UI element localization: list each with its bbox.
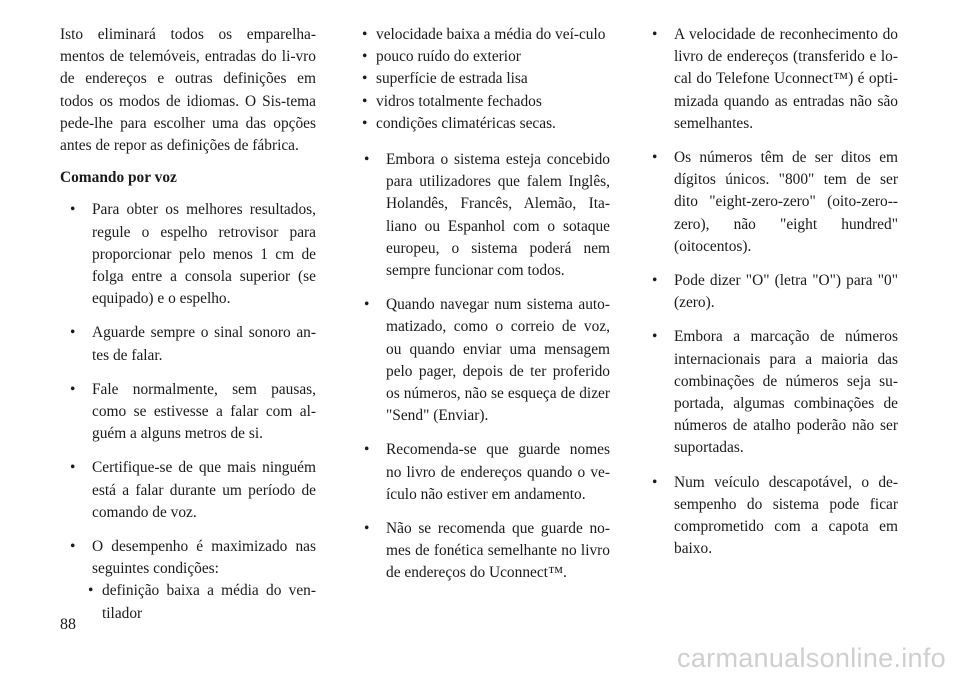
- bullet-icon: •: [362, 70, 368, 88]
- watermark: carmanualsonline.info: [677, 643, 946, 673]
- list-item: • Quando navegar num sistema auto-matizado, como o correio de voz, ou quando enviar uma mensagem pelo pager, depois de ter proferido os números, não se esqueça de dizer "Send" (Enviar).: [364, 296, 610, 425]
- bullet-icon: •: [364, 296, 370, 314]
- bullet-icon: •: [362, 48, 368, 66]
- list-item: • A velocidade de reconhecimento do livro de endereços (transferido e lo-cal do Telefone Uconnect™) é opti-mizada quando as entradas não são semelhantes.: [652, 26, 898, 132]
- bullet-icon: •: [70, 459, 76, 477]
- bullet-icon: •: [652, 328, 658, 346]
- bullet-icon: •: [70, 324, 76, 342]
- list-item: • Para obter os melhores resultados, regule o espelho retrovisor para proporcionar pelo menos 1 cm de folga entre a consola superior (se equipado) e o espelho.: [70, 201, 316, 308]
- list-item: • Aguarde sempre o sinal sonoro an-tes de falar.: [70, 324, 316, 364]
- bullet-icon: •: [70, 380, 76, 398]
- list-item: • Pode dizer "O" (letra "O") para "0" (zero).: [652, 272, 898, 312]
- page-number: 88: [60, 616, 76, 633]
- intro-paragraph: Isto eliminará todos os emparelha-mentos de telemóveis, entradas do li-vro de endereços e outras definições em todos os modos de idiomas. O Sis-tema pede-lhe para escolher uma das opções antes de repor as definições de fábrica.: [60, 26, 316, 155]
- list-item: • Num veículo descapotável, o de-sempenho do sistema pode ficar comprometido com a capota em baixo.: [652, 473, 898, 558]
- list-item: • Fale normalmente, sem pausas, como se estivesse a falar com al-guém a alguns metros de si.: [70, 380, 316, 443]
- list-item: • O desempenho é maximizado nas seguintes condições:: [70, 538, 316, 578]
- bullet-icon: •: [652, 473, 658, 491]
- bullet-icon: •: [652, 26, 658, 43]
- bullet-icon: •: [70, 538, 76, 556]
- bullet-icon: •: [652, 272, 658, 290]
- column-left: [60, 24, 316, 625]
- bullet-icon: •: [364, 151, 370, 169]
- sub-list-item: • velocidade baixa a média do veí-culo: [354, 24, 610, 46]
- bullet-icon: •: [88, 582, 94, 600]
- sub-list-item: • condições climatéricas secas.: [354, 113, 610, 135]
- list-item: • Não se recomenda que guarde no-mes de fonética semelhante no livro de endereços do Uconnect™.: [364, 520, 610, 582]
- sub-list-item: • superfície de estrada lisa: [354, 68, 610, 90]
- section-heading: Comando por voz: [60, 169, 177, 187]
- bullet-icon: •: [364, 520, 370, 538]
- column-right: [642, 24, 898, 572]
- list-item: • Os números têm de ser ditos em dígitos únicos. "800" tem de ser dito "eight-zero-zero" (oito-zero--zero), não "eight hundred" (oitocentos).: [652, 149, 898, 255]
- bullet-icon: •: [364, 441, 370, 459]
- list-item: • Embora o sistema esteja concebido para utilizadores que falem Inglês, Holandês, Francês, Alemão, Ita-liano ou Espanhol com o sotaque europeu, o sistema poderá nem sempre funcionar com todos.: [364, 151, 610, 280]
- list-item: • Embora a marcação de números internacionais para a maioria das combinações de números seja su-portada, algumas combinações de números de atalho poderão não ser suportadas.: [652, 328, 898, 457]
- bullet-icon: •: [362, 92, 368, 110]
- list-item: • Certifique-se de que mais ninguém está a falar durante um período de comando de voz.: [70, 459, 316, 521]
- sub-list-item: • vidros totalmente fechados: [354, 91, 610, 113]
- bullet-icon: •: [652, 149, 658, 167]
- bullet-icon: •: [362, 26, 368, 43]
- bullet-icon: •: [362, 114, 368, 132]
- sub-list-item: • pouco ruído do exterior: [354, 46, 610, 68]
- list-item: • Recomenda-se que guarde nomes no livro de endereços quando o ve-ículo não estiver em andamento.: [364, 441, 610, 503]
- column-middle: [354, 24, 610, 597]
- sub-list-item: • definição baixa a média do ven-tilador: [88, 582, 316, 622]
- bullet-icon: •: [70, 201, 76, 219]
